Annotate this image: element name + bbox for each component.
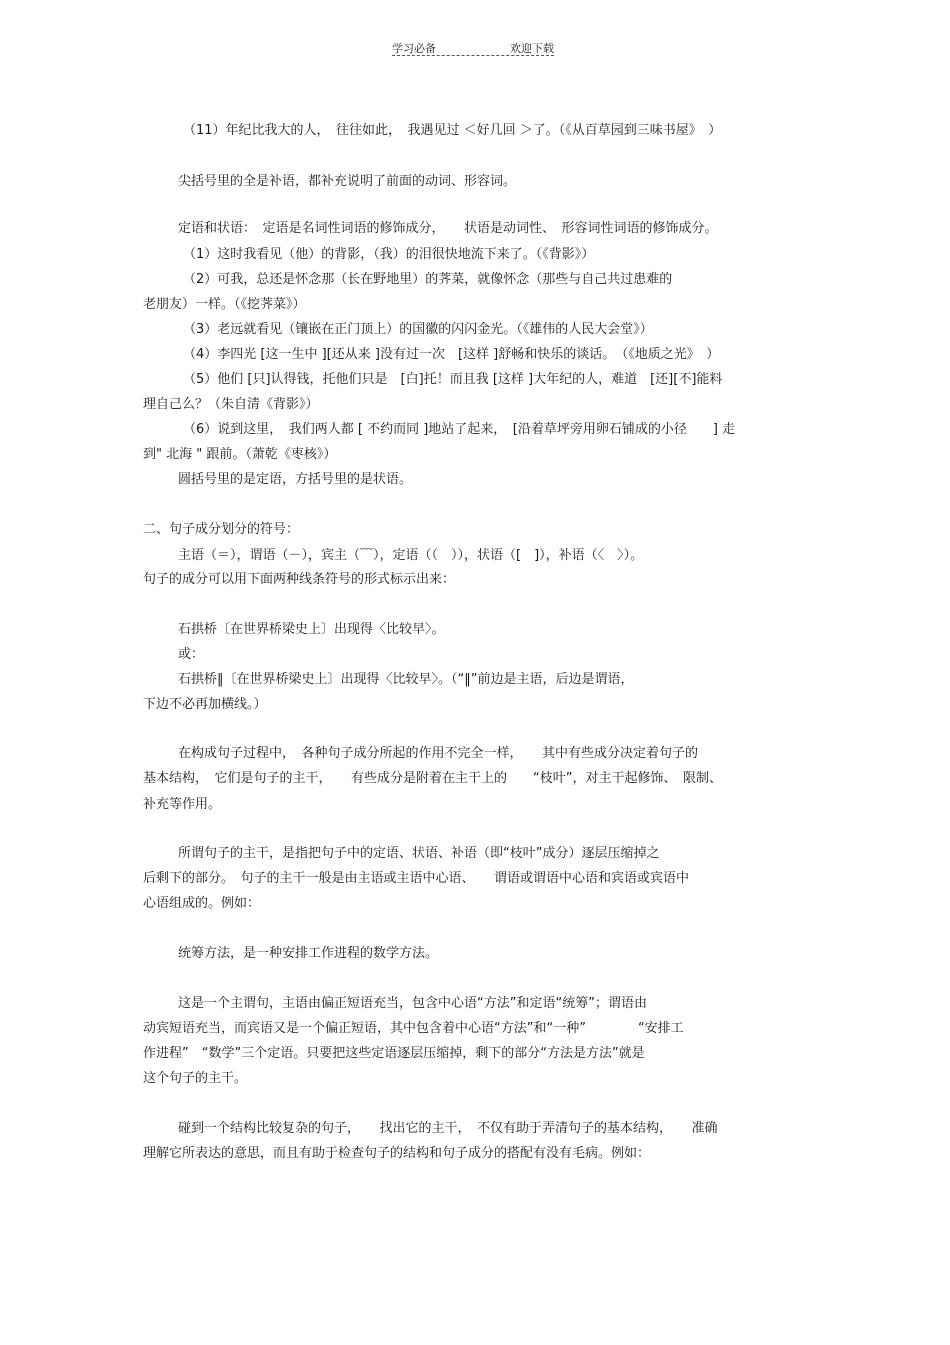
paragraph-line: 圆括号里的是定语，方括号里的是状语。 <box>178 472 413 487</box>
paragraph-line: 理解它所表达的意思，而且有助于检查句子的结构和句子成分的搭配有没有毛病。例如： <box>143 1146 651 1161</box>
example-line: （1）这时我看见（他）的背影，（我）的泪很快地流下来了。（《背影》） <box>183 247 595 262</box>
paragraph-line: 这个句子的主干。 <box>143 1071 248 1086</box>
section-heading: 定语和状语： 定语是名词性词语的修饰成分， 状语是动词性、 形容词性词语的修饰成分。 <box>178 221 718 236</box>
example-line: （4）李四光 [这一生中 ][还从来 ]没有过一次 [这样 ]舒畅和快乐的谈话。 （《地质之光》 ） <box>183 347 720 362</box>
paragraph-line: 在构成句子过程中， 各种句子成分所起的作用不完全一样， 其中有些成分决定着句子的 <box>178 746 699 761</box>
paragraph-line: 或： <box>178 647 205 662</box>
example-line: 统筹方法，是一种安排工作进程的数学方法。 <box>178 946 439 961</box>
paragraph-line: 下边不必再加横线。） <box>143 697 267 712</box>
paragraph-line: 句子的成分可以用下面两种线条符号的形式标示出来： <box>143 572 456 587</box>
paragraph-line: 这是一个主谓句，主语由偏正短语充当，包含中心语“方法”和定语“统筹”；谓语由 <box>178 996 647 1011</box>
paragraph-line: 主语（＝），谓语（－），宾主（﹋），定语（（ ）），状语（[ ]），补语（〈 〉）。 <box>178 548 644 563</box>
example-line: （6）说到这里， 我们两人都 [ 不约而同 ]地站了起来， [沿着草坪旁用卵石铺成的小径 ] 走 <box>183 422 736 437</box>
example-line: （2）可我，总还是怀念那（长在野地里）的荠菜，就像怀念（那些与自己共过患难的 <box>183 272 673 287</box>
example-line: 石拱桥〔在世界桥梁史上〕出现得〈比较早〉。 <box>178 622 445 637</box>
example-line: 理自己么？（朱自清《背影》） <box>143 397 319 412</box>
paragraph-line: 碰到一个结构比较复杂的句子， 找出它的主干， 不仅有助于弄清句子的基本结构， 准确 <box>178 1121 718 1136</box>
example-line: 老朋友）一样。（《挖荠菜》） <box>143 297 306 312</box>
paragraph-line: 所谓句子的主干，是指把句子中的定语、状语、补语（即“枝叶”成分）逐层压缩掉之 <box>178 846 660 861</box>
header-rule <box>392 55 554 56</box>
paragraph-line: 基本结构， 它们是句子的主干， 有些成分是附着在主干上的 “枝叶”，对主干起修饰、 限制、 <box>143 771 722 786</box>
section-heading: 二、句子成分划分的符号： <box>143 522 300 537</box>
paragraph-line: 心语组成的。例如： <box>143 896 261 911</box>
paragraph-line: 尖括号里的全是补语，都补充说明了前面的动词、形容词。 <box>178 174 517 189</box>
paragraph-line: 作进程” “数学”三个定语。只要把这些定语逐层压缩掉，剩下的部分“方法是方法”就是 <box>143 1046 645 1061</box>
header-right-text: 欢迎下载 <box>510 42 554 55</box>
example-line: （5）他们 [只]认得钱，托他们只是 [白]托！而且我 [这样 ]大年纪的人，难道 [还][不]能料 <box>183 372 723 387</box>
paragraph-line: 动宾短语充当，而宾语又是一个偏正短语，其中包含着中心语“方法”和“一种” “安排工 <box>143 1021 684 1036</box>
example-line: （3）老远就看见（镶嵌在正门顶上）的国徽的闪闪金光。（《雄伟的人民大会堂》） <box>183 322 653 337</box>
example-11: （11）年纪比我大的人， 往往如此， 我遇见过 ＜好几回 ＞了。（《从百草园到三味书屋》 ） <box>183 123 722 138</box>
paragraph-line: 补充等作用。 <box>143 797 222 812</box>
paragraph-line: 后剩下的部分。 句子的主干一般是由主语或主语中心语、 谓语或谓语中心语和宾语或宾语中 <box>143 871 690 886</box>
header-left-text: 学习必备 <box>392 42 436 55</box>
example-line: 到" 北海 " 跟前。（萧乾《枣核》） <box>143 447 337 462</box>
page-header <box>392 40 554 60</box>
example-line: 石拱桥‖〔在世界桥梁史上〕出现得〈比较早〉。（“‖”前边是主语，后边是谓语， <box>178 672 634 687</box>
